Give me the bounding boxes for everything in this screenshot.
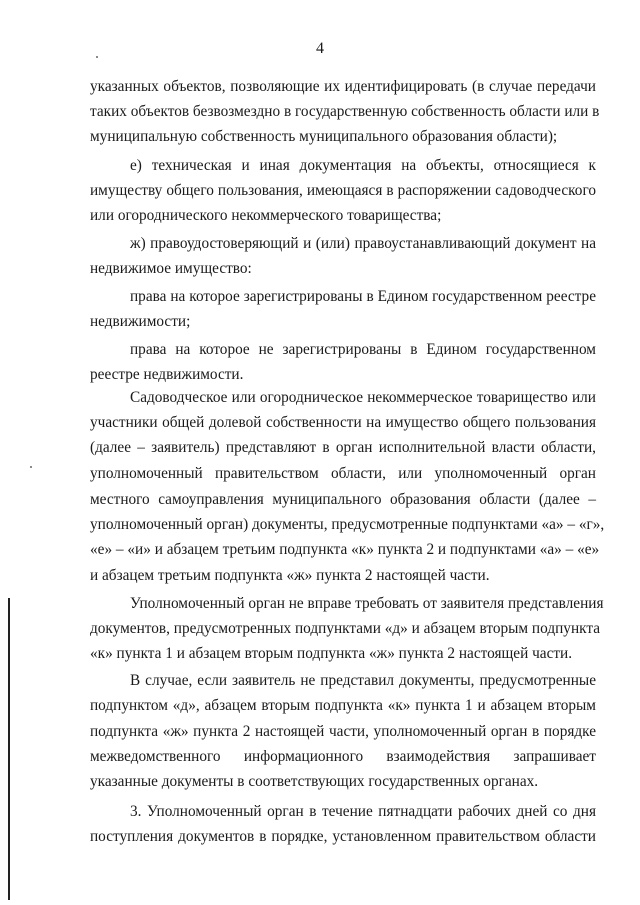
text-line: «е» – «и» и абзацем третьим подпункта «к» пункта 2 и подпунктами «а» – «е» (90, 541, 600, 558)
text-line: указанных объектов, позволяющие их идентифицировать (в случае передачи (90, 78, 596, 95)
text-line: имуществу общего пользования, имеющаяся в распоряжении садоводческого (90, 182, 596, 199)
text-line: ж) правоудостоверяющий и (или) правоустанавливающий документ на (130, 235, 596, 252)
text-line: уполномоченный орган) документы, предусмотренные подпунктами «а» – «г», (90, 516, 605, 533)
text-line: 3. Уполномоченный орган в течение пятнадцати рабочих дней со дня (130, 803, 596, 820)
text-line: права на которое не зарегистрированы в Едином государственном (130, 341, 596, 358)
scan-speck (96, 56, 98, 58)
text-line: Садоводческое или огородническое некоммерческое товарищество или (130, 389, 596, 406)
text-line: или огороднического некоммерческого товарищества; (90, 207, 442, 224)
text-line: недвижимое имущество: (90, 260, 252, 277)
scan-margin-mark (8, 598, 10, 900)
text-line: и абзацем третьим подпункта «ж» пункта 2 настоящей части. (90, 567, 490, 584)
scan-speck (30, 466, 32, 468)
text-line: участники общей долевой собственности на имущество общего пользования (90, 414, 596, 431)
text-line: указанные документы в соответствующих государственных органах. (90, 773, 539, 790)
text-line: поступления документов в порядке, установленном правительством области (90, 828, 596, 845)
text-line: уполномоченный правительством области, или уполномоченный орган (90, 465, 596, 482)
text-line: таких объектов безвозмездно в государственную собственность области или в (90, 103, 600, 120)
text-line: «к» пункта 1 и абзацем вторым подпункта «ж» пункта 2 настоящей части. (90, 645, 573, 662)
text-line: (далее – заявитель) представляют в орган исполнительной власти области, (90, 439, 596, 456)
text-line: недвижимости; (90, 313, 191, 330)
text-line: В случае, если заявитель не представил документы, предусмотренные (130, 672, 596, 689)
text-line: муниципальную собственность муниципального образования области); (90, 128, 558, 145)
text-line: подпункта «ж» пункта 2 настоящей части, уполномоченный орган в порядке (90, 723, 596, 740)
text-line: Уполномоченный орган не вправе требовать от заявителя представления (130, 595, 604, 612)
text-line: е) техническая и иная документация на объекты, относящиеся к (130, 157, 596, 174)
text-line: документов, предусмотренных подпунктами «д» и абзацем вторым подпункта (90, 620, 601, 637)
text-line: подпунктом «д», абзацем вторым подпункта «к» пункта 1 и абзацем вторым (90, 697, 596, 714)
text-line: реестре недвижимости. (90, 366, 244, 383)
text-line: права на которое зарегистрированы в Едином государственном реестре (130, 288, 596, 305)
text-line: местного самоуправления муниципального образования области (далее – (90, 491, 596, 508)
text-line: межведомственного информационного взаимодействия запрашивает (90, 748, 596, 765)
page-number: 4 (316, 40, 324, 57)
